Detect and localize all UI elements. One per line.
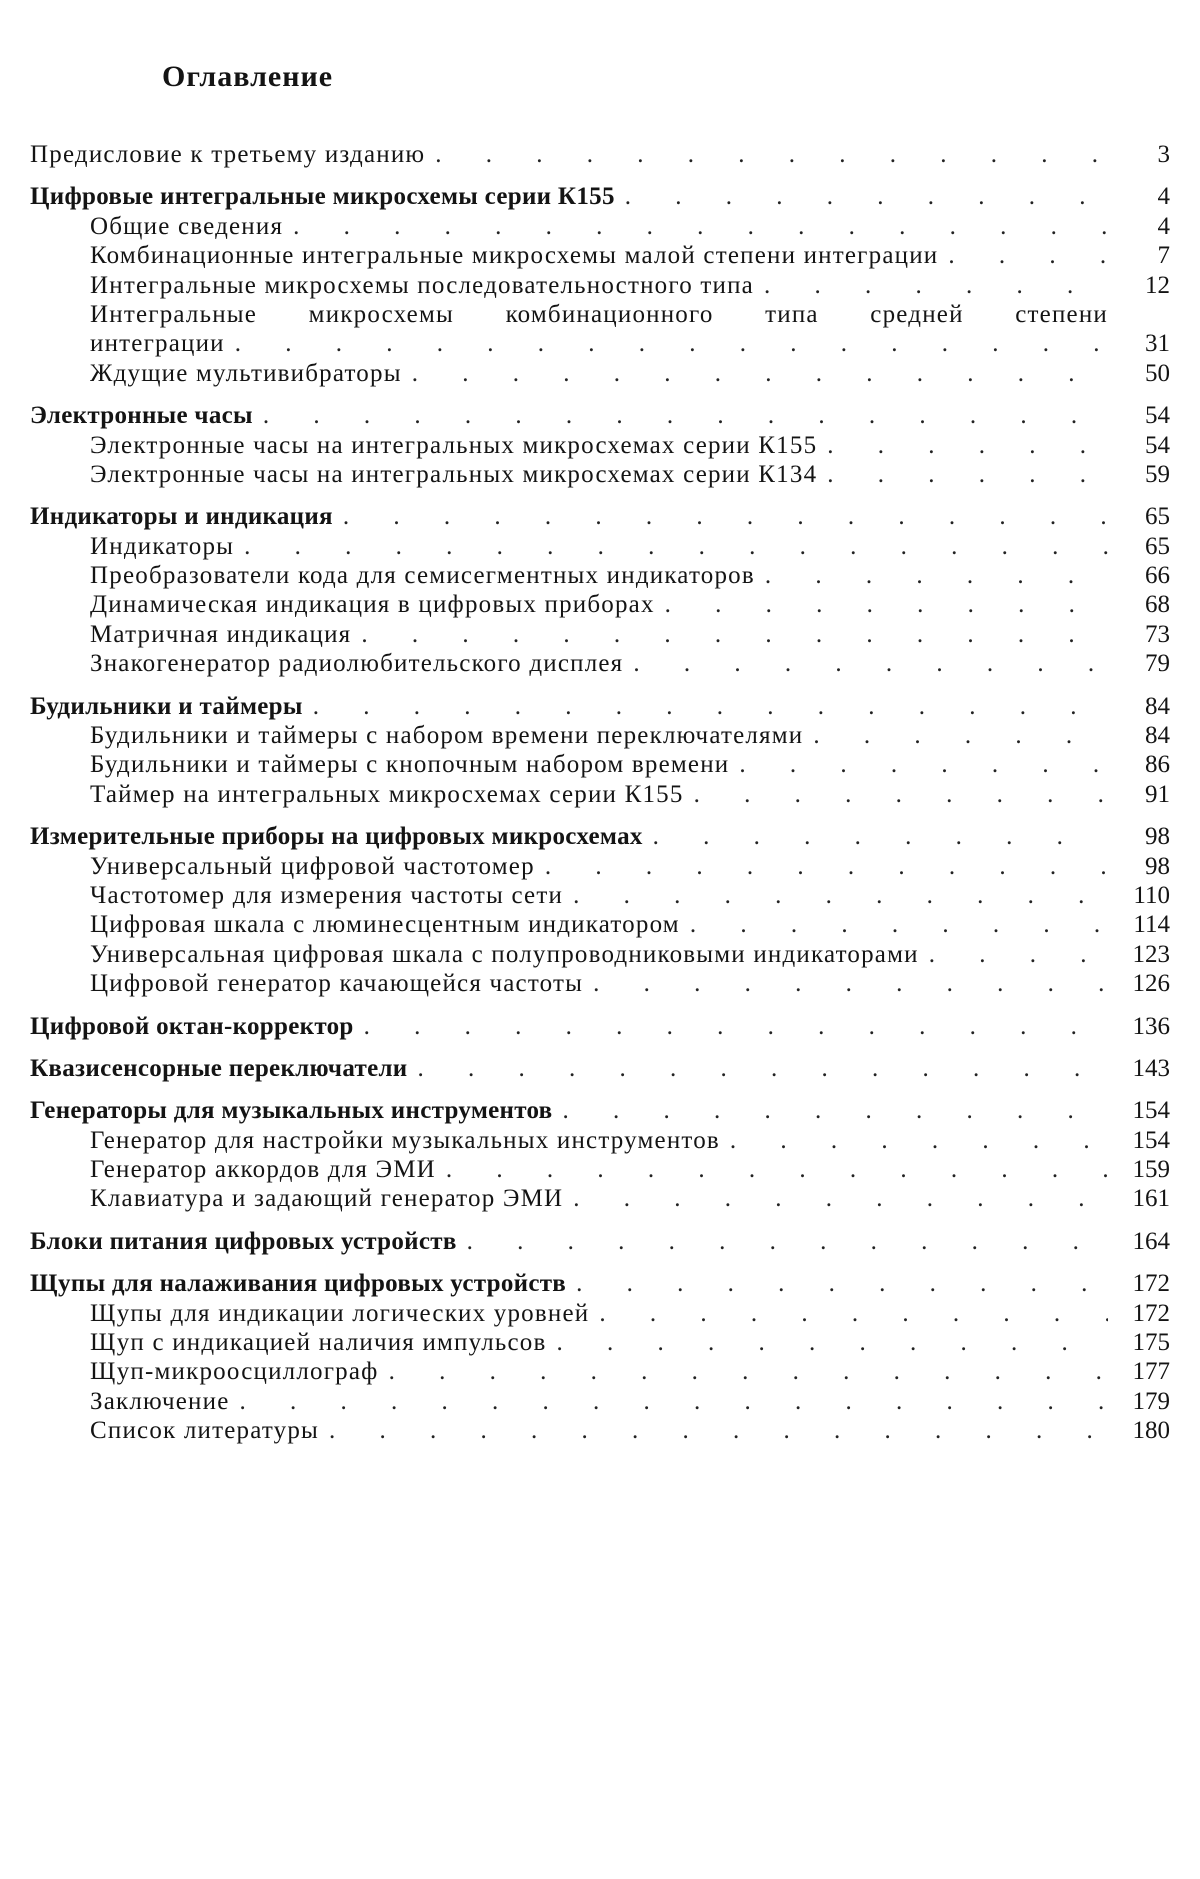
toc-entry-page-number: 4 — [1157, 183, 1170, 211]
toc-entry — [30, 1416, 1170, 1445]
dot-leader — [827, 431, 1108, 460]
toc-entry-page-number: 73 — [1145, 620, 1170, 648]
dot-leader — [599, 1299, 1108, 1328]
toc-entry-label: Щуп-микроосциллограф — [90, 1358, 379, 1386]
toc-entry-label: Электронные часы на интегральных микросхемах серии К134 — [90, 460, 818, 488]
dot-leader — [235, 329, 1108, 358]
toc-entry-page-number: 59 — [1145, 460, 1170, 488]
toc-entry-page-number: 98 — [1145, 823, 1170, 851]
dot-leader — [343, 502, 1108, 531]
toc-entry-label: Цифровые интегральные микросхемы серии К155 — [30, 183, 615, 211]
toc-entry-page-number: 123 — [1132, 940, 1170, 968]
toc-entry-page-number: 54 — [1145, 431, 1170, 459]
toc-entry — [30, 1387, 1170, 1416]
toc-entry-label: Интегральные микросхемы последовательностного типа — [90, 271, 754, 299]
dot-leader — [573, 1184, 1108, 1213]
toc-section-heading — [30, 822, 1170, 851]
toc-entry-label: Цифровой октан-корректор — [30, 1012, 354, 1040]
toc-entry-page-number: 66 — [1145, 562, 1170, 590]
toc-section — [30, 1054, 1170, 1083]
toc-section — [30, 502, 1170, 678]
toc-entry — [30, 212, 1170, 241]
toc-section-heading — [30, 1269, 1170, 1298]
dot-leader — [412, 359, 1108, 388]
toc-entry-page-number: 86 — [1145, 751, 1170, 779]
toc-section — [30, 401, 1170, 489]
toc-entry-label: Генератор аккордов для ЭМИ — [90, 1156, 436, 1184]
toc-entry — [30, 1126, 1170, 1155]
dot-leader — [244, 532, 1108, 561]
toc-entry — [30, 969, 1170, 998]
dot-leader — [576, 1269, 1108, 1298]
toc-entry-label: Индикаторы — [90, 532, 235, 560]
toc-section-heading — [30, 502, 1170, 531]
toc-section-heading — [30, 401, 1170, 430]
dot-leader — [690, 910, 1108, 939]
toc-entry-label: Интегральные микросхемы комбинационного типа средней степени — [90, 300, 1108, 328]
dot-leader — [329, 1416, 1108, 1445]
toc-entry-label: Генератор для настройки музыкальных инструментов — [90, 1126, 720, 1154]
dot-leader — [435, 140, 1108, 169]
toc-entry — [30, 1357, 1170, 1386]
toc-entry-label: Блоки питания цифровых устройств — [30, 1227, 457, 1255]
toc-section-heading — [30, 1054, 1170, 1083]
toc-entry-label: Динамическая индикация в цифровых приборах — [90, 591, 655, 619]
toc-entry-page-number: 68 — [1145, 591, 1170, 619]
toc-entry-page-number: 161 — [1132, 1185, 1170, 1213]
toc-entry-label: Щуп с индикацией наличия импульсов — [90, 1329, 547, 1357]
dot-leader — [929, 940, 1108, 969]
toc-section-heading — [30, 1012, 1170, 1041]
toc-section — [30, 822, 1170, 998]
toc-entry — [30, 620, 1170, 649]
toc-entry-page-number: 91 — [1145, 780, 1170, 808]
toc-entry-page-number: 136 — [1132, 1012, 1170, 1040]
toc-entry-label: Знакогенератор радиолюбительского дисплея — [90, 650, 624, 678]
toc-entry-label: Электронные часы на интегральных микросхемах серии К155 — [90, 431, 818, 459]
toc-entry-label: Клавиатура и задающий генератор ЭМИ — [90, 1185, 564, 1213]
toc-section-heading — [30, 692, 1170, 721]
toc-section — [30, 182, 1170, 388]
toc-entry-page-number: 154 — [1132, 1126, 1170, 1154]
toc-entry — [30, 359, 1170, 388]
toc-entry-page-number: 12 — [1145, 271, 1170, 299]
dot-leader — [557, 1328, 1108, 1357]
dot-leader — [293, 212, 1108, 241]
toc-entry-page-number: 7 — [1157, 242, 1170, 270]
toc-section — [30, 1096, 1170, 1214]
toc-entry-page-number: 179 — [1132, 1387, 1170, 1415]
toc-entry — [30, 780, 1170, 809]
toc-entry-label: Будильники и таймеры — [30, 692, 303, 720]
dot-leader — [313, 692, 1108, 721]
toc-entry — [30, 561, 1170, 590]
toc-entry-page-number: 84 — [1145, 692, 1170, 720]
dot-leader — [263, 401, 1108, 430]
toc-entry-page-number: 159 — [1132, 1156, 1170, 1184]
toc-section-heading — [30, 1227, 1170, 1256]
toc-entry — [30, 910, 1170, 939]
toc-entry-page-number: 3 — [1157, 140, 1170, 168]
toc-entry-page-number: 114 — [1133, 911, 1170, 939]
toc-entry-page-number: 65 — [1145, 532, 1170, 560]
dot-leader — [389, 1357, 1108, 1386]
toc-entry-label: Цифровая шкала с люминесцентным индикатором — [90, 911, 680, 939]
toc-entry — [30, 649, 1170, 678]
toc-entry-label: Частотомер для измерения частоты сети — [90, 881, 564, 909]
toc-entry — [30, 881, 1170, 910]
toc-entry-page-number: 50 — [1145, 359, 1170, 387]
dot-leader — [364, 1012, 1108, 1041]
toc-entry-page-number: 110 — [1133, 881, 1170, 909]
dot-leader — [694, 780, 1108, 809]
toc-entry-page-number: 79 — [1145, 650, 1170, 678]
toc-entry-label: Универсальный цифровой частотомер — [90, 852, 535, 880]
toc-entry-label: Преобразователи кода для семисегментных индикаторов — [90, 562, 755, 590]
toc-entry — [30, 750, 1170, 779]
dot-leader — [562, 1096, 1108, 1125]
dot-leader — [730, 1126, 1108, 1155]
toc-section — [30, 692, 1170, 810]
toc-section — [30, 1269, 1170, 1445]
dot-leader — [739, 750, 1108, 779]
toc-entry-label: Квазисенсорные переключатели — [30, 1054, 408, 1082]
dot-leader — [625, 182, 1108, 211]
toc-entry-label: Ждущие мультивибраторы — [90, 359, 402, 387]
toc-entry-page-number: 172 — [1132, 1270, 1170, 1298]
toc-entry — [30, 1185, 1170, 1214]
dot-leader — [764, 271, 1108, 300]
toc-entry-label: Предисловие к третьему изданию — [30, 140, 426, 168]
dot-leader — [813, 721, 1108, 750]
toc-entry — [30, 1299, 1170, 1328]
toc-section-heading — [30, 140, 1170, 169]
dot-leader — [653, 822, 1108, 851]
toc-entry — [30, 940, 1170, 969]
toc-entry-page-number: 84 — [1145, 722, 1170, 750]
toc-entry-page-number: 164 — [1132, 1227, 1170, 1255]
dot-leader — [418, 1054, 1109, 1083]
dot-leader — [765, 561, 1108, 590]
dot-leader — [573, 881, 1108, 910]
toc-entry-label: Общие сведения — [90, 212, 284, 240]
toc-entry-label: Электронные часы — [30, 402, 253, 430]
toc-entry-page-number: 98 — [1145, 852, 1170, 880]
toc-entry-page-number: 180 — [1132, 1417, 1170, 1445]
toc-entry — [30, 532, 1170, 561]
toc-entry — [30, 271, 1170, 300]
toc-entry-page-number: 175 — [1132, 1329, 1170, 1357]
dot-leader — [467, 1227, 1108, 1256]
toc-entry — [30, 1328, 1170, 1357]
toc-entry-label: Список литературы — [90, 1417, 320, 1445]
toc-entry-label: Комбинационные интегральные микросхемы малой степени интеграции — [90, 242, 939, 270]
toc-entry-page-number: 143 — [1132, 1054, 1170, 1082]
dot-leader — [545, 852, 1108, 881]
dot-leader — [633, 649, 1108, 678]
toc-entry-label: Щупы для налаживания цифровых устройств — [30, 1270, 567, 1298]
toc-entry-page-number: 65 — [1145, 503, 1170, 531]
toc-entry — [30, 300, 1170, 359]
toc-entry — [30, 1155, 1170, 1184]
toc-section — [30, 1012, 1170, 1041]
toc-entry-page-number: 126 — [1132, 970, 1170, 998]
toc-entry-page-number: 177 — [1132, 1358, 1170, 1386]
toc-entry-page-number: 154 — [1132, 1097, 1170, 1125]
toc-entry-label: Таймер на интегральных микросхемах серии К155 — [90, 780, 684, 808]
toc-entry-label: Генераторы для музыкальных инструментов — [30, 1097, 553, 1125]
toc-entry — [30, 460, 1170, 489]
dot-leader — [948, 241, 1108, 270]
toc-entry-label: Матричная индикация — [90, 620, 352, 648]
toc-entry-page-number: 172 — [1132, 1299, 1170, 1327]
toc-entry-label: Цифровой генератор качающейся частоты — [90, 970, 584, 998]
toc-entry-page-number: 4 — [1157, 212, 1170, 240]
dot-leader — [827, 460, 1108, 489]
page-title: Оглавление — [162, 60, 334, 93]
toc-entry-label: Универсальная цифровая шкала с полупроводниковыми индикаторами — [90, 940, 919, 968]
toc-entry-page-number: 31 — [1145, 330, 1170, 358]
dot-leader — [665, 590, 1108, 619]
toc-entry — [30, 852, 1170, 881]
toc-section — [30, 1227, 1170, 1256]
toc-entry-label-continuation: интеграции — [90, 330, 225, 358]
toc-entry-page-number: 54 — [1145, 402, 1170, 430]
dot-leader — [593, 969, 1108, 998]
table-of-contents — [30, 140, 1170, 1459]
toc-entry-label: Будильники и таймеры с набором времени переключателями — [90, 722, 804, 750]
toc-section-heading — [30, 1096, 1170, 1125]
toc-entry-label: Заключение — [90, 1387, 230, 1415]
toc-entry-label: Измерительные приборы на цифровых микросхемах — [30, 823, 643, 851]
toc-entry-label: Индикаторы и индикация — [30, 503, 333, 531]
toc-section — [30, 140, 1170, 169]
toc-entry-label: Щупы для индикации логических уровней — [90, 1299, 590, 1327]
dot-leader — [361, 620, 1108, 649]
dot-leader — [240, 1387, 1109, 1416]
toc-entry — [30, 241, 1170, 270]
toc-entry — [30, 431, 1170, 460]
dot-leader — [446, 1155, 1108, 1184]
toc-section-heading — [30, 182, 1170, 211]
toc-entry-label: Будильники и таймеры с кнопочным набором времени — [90, 751, 730, 779]
toc-entry — [30, 721, 1170, 750]
toc-entry — [30, 590, 1170, 619]
